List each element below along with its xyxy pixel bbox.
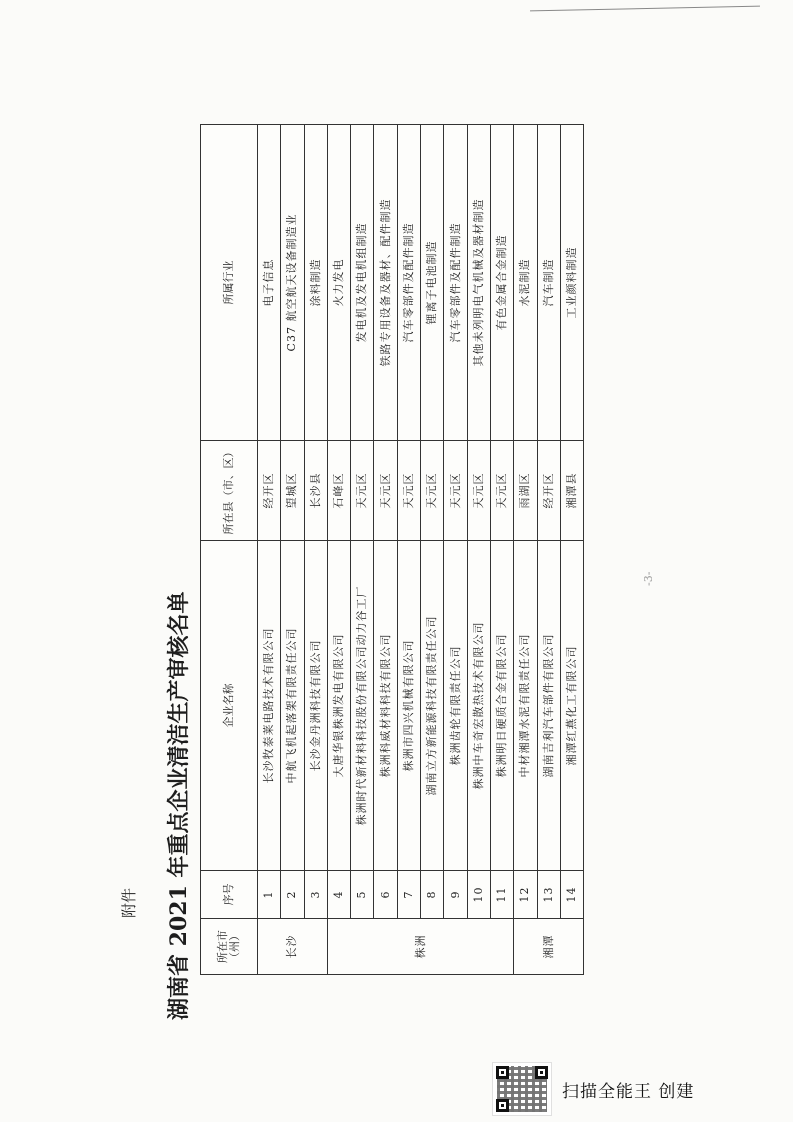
table-row bbox=[421, 125, 444, 975]
table-row bbox=[467, 125, 490, 975]
county-cell: 天元区 bbox=[397, 441, 420, 541]
table-row bbox=[537, 125, 560, 975]
seq-cell: 9 bbox=[444, 871, 467, 919]
header-city: 所在市（州） bbox=[201, 919, 258, 975]
table-row bbox=[327, 125, 350, 975]
company-cell: 株洲科威材料科技有限公司 bbox=[374, 541, 397, 871]
table-row bbox=[444, 125, 467, 975]
scanner-watermark bbox=[492, 1062, 694, 1116]
table-header-row bbox=[201, 125, 258, 975]
header-seq: 序号 bbox=[201, 871, 258, 919]
seq-cell: 8 bbox=[421, 871, 444, 919]
industry-cell: 水泥制造 bbox=[514, 125, 537, 441]
county-cell: 石峰区 bbox=[327, 441, 350, 541]
qr-code-icon bbox=[492, 1062, 552, 1116]
county-cell: 长沙县 bbox=[304, 441, 327, 541]
company-cell: 株洲中车奇宏散热技术有限公司 bbox=[467, 541, 490, 871]
seq-cell: 2 bbox=[281, 871, 304, 919]
county-cell: 天元区 bbox=[467, 441, 490, 541]
company-cell: 株洲明日硬质合金有限公司 bbox=[490, 541, 513, 871]
industry-cell: 火力发电 bbox=[327, 125, 350, 441]
county-cell: 天元区 bbox=[490, 441, 513, 541]
county-cell: 经开区 bbox=[258, 441, 281, 541]
industry-cell: 其他未列明电气机械及器材制造 bbox=[467, 125, 490, 441]
city-cell: 株洲 bbox=[327, 919, 513, 975]
industry-cell: 电子信息 bbox=[258, 125, 281, 441]
page-title: 湖南省 2021 年重点企业清洁生产审核名单 bbox=[166, 591, 192, 1020]
seq-cell: 5 bbox=[351, 871, 374, 919]
company-cell: 大唐华银株洲发电有限公司 bbox=[327, 541, 350, 871]
company-cell: 株洲齿轮有限责任公司 bbox=[444, 541, 467, 871]
table-row bbox=[560, 125, 583, 975]
company-cell: 长沙金丹洲科技有限公司 bbox=[304, 541, 327, 871]
scan-edge-line bbox=[530, 6, 760, 12]
table-row bbox=[258, 125, 281, 975]
company-cell: 湖南吉利汽车部件有限公司 bbox=[537, 541, 560, 871]
seq-cell: 10 bbox=[467, 871, 490, 919]
table-row bbox=[351, 125, 374, 975]
table-row bbox=[281, 125, 304, 975]
company-cell: 湘潭红燕化工有限公司 bbox=[560, 541, 583, 871]
county-cell: 经开区 bbox=[537, 441, 560, 541]
company-table bbox=[200, 124, 584, 975]
company-cell: 中航飞机起落架有限责任公司 bbox=[281, 541, 304, 871]
table-rotated-wrapper bbox=[200, 125, 580, 975]
table-row bbox=[514, 125, 537, 975]
county-cell: 天元区 bbox=[351, 441, 374, 541]
county-cell: 望城区 bbox=[281, 441, 304, 541]
table-row bbox=[397, 125, 420, 975]
table-row bbox=[374, 125, 397, 975]
seq-cell: 1 bbox=[258, 871, 281, 919]
table-row bbox=[490, 125, 513, 975]
county-cell: 雨湖区 bbox=[514, 441, 537, 541]
industry-cell: 涂料制造 bbox=[304, 125, 327, 441]
seq-cell: 4 bbox=[327, 871, 350, 919]
page-number: -3- bbox=[642, 571, 655, 586]
county-cell: 天元区 bbox=[444, 441, 467, 541]
company-cell: 株洲时代新材料科技股份有限公司动力谷工厂 bbox=[351, 541, 374, 871]
industry-cell: 有色金属合金制造 bbox=[490, 125, 513, 441]
seq-cell: 13 bbox=[537, 871, 560, 919]
city-cell: 长沙 bbox=[258, 919, 328, 975]
seq-cell: 6 bbox=[374, 871, 397, 919]
industry-cell: 锂离子电池制造 bbox=[421, 125, 444, 441]
table-row bbox=[304, 125, 327, 975]
industry-cell: C37 航空航天设备制造业 bbox=[281, 125, 304, 441]
header-county: 所在县（市、区） bbox=[201, 441, 258, 541]
industry-cell: 铁路专用设备及器材、配件制造 bbox=[374, 125, 397, 441]
county-cell: 湘潭县 bbox=[560, 441, 583, 541]
industry-cell: 工业颜料制造 bbox=[560, 125, 583, 441]
company-cell: 湖南立方新能源科技有限责任公司 bbox=[421, 541, 444, 871]
attachment-label: 附件 bbox=[120, 887, 138, 918]
seq-cell: 3 bbox=[304, 871, 327, 919]
industry-cell: 发电机及发电机组制造 bbox=[351, 125, 374, 441]
county-cell: 天元区 bbox=[374, 441, 397, 541]
seq-cell: 11 bbox=[490, 871, 513, 919]
seq-cell: 14 bbox=[560, 871, 583, 919]
industry-cell: 汽车制造 bbox=[537, 125, 560, 441]
company-cell: 中材湘潭水泥有限责任公司 bbox=[514, 541, 537, 871]
industry-cell: 汽车零部件及配件制造 bbox=[444, 125, 467, 441]
county-cell: 天元区 bbox=[421, 441, 444, 541]
industry-cell: 汽车零部件及配件制造 bbox=[397, 125, 420, 441]
seq-cell: 7 bbox=[397, 871, 420, 919]
scanner-brand-text: 扫描全能王 创建 bbox=[562, 1081, 695, 1102]
seq-cell: 12 bbox=[514, 871, 537, 919]
company-cell: 长沙牧泰莱电路技术有限公司 bbox=[258, 541, 281, 871]
header-company: 企业名称 bbox=[201, 541, 258, 871]
company-cell: 株洲市四兴机械有限公司 bbox=[397, 541, 420, 871]
city-cell: 湘潭 bbox=[514, 919, 584, 975]
header-industry: 所属行业 bbox=[201, 125, 258, 441]
